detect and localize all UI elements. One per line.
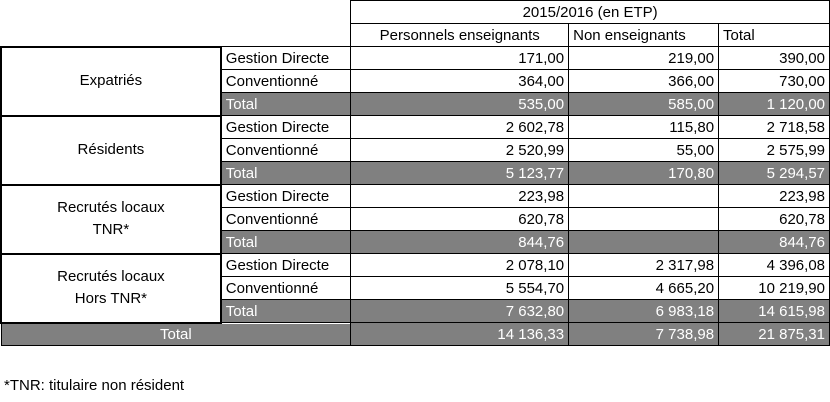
subtotal-label: Total <box>221 162 351 185</box>
cell-value: 219,00 <box>569 47 719 70</box>
cell-value: 55,00 <box>569 139 719 162</box>
subtotal-value: 844,76 <box>351 231 569 254</box>
cell-value <box>569 185 719 208</box>
cell-value: 364,00 <box>351 70 569 93</box>
subtotal-value: 6 983,18 <box>569 300 719 323</box>
subtotal-value: 7 632,80 <box>351 300 569 323</box>
cell-value: 390,00 <box>719 47 830 70</box>
empty-corner <box>1 1 351 24</box>
table-row <box>1 116 830 139</box>
grand-total-value: 21 875,31 <box>719 323 830 346</box>
subtotal-value: 585,00 <box>569 93 719 116</box>
category-residents: Résidents <box>1 116 221 185</box>
table-row <box>1 47 830 70</box>
subtotal-value: 1 120,00 <box>719 93 830 116</box>
subtotal-value: 5 294,57 <box>719 162 830 185</box>
subtotal-label: Total <box>221 93 351 116</box>
table-row <box>1 254 830 277</box>
grand-total-label: Total <box>1 323 351 346</box>
row-label: Gestion Directe <box>221 185 351 208</box>
grand-total-value: 7 738,98 <box>569 323 719 346</box>
row-label: Gestion Directe <box>221 254 351 277</box>
subtotal-value: 844,76 <box>719 231 830 254</box>
cell-value: 5 554,70 <box>351 277 569 300</box>
row-label: Gestion Directe <box>221 116 351 139</box>
footnote: *TNR: titulaire non résident <box>4 377 185 394</box>
subtotal-value: 14 615,98 <box>719 300 830 323</box>
category-recrutes-locaux-hors-tnr: Recrutés locaux Hors TNR* <box>1 254 221 323</box>
header-row-period <box>1 1 830 24</box>
category-expatries: Expatriés <box>1 47 221 116</box>
cell-value: 2 078,10 <box>351 254 569 277</box>
header-row-columns <box>1 24 830 47</box>
cell-value: 115,80 <box>569 116 719 139</box>
col-header-non-teachers: Non enseignants <box>569 24 719 47</box>
row-label: Conventionné <box>221 139 351 162</box>
subtotal-value: 5 123,77 <box>351 162 569 185</box>
subtotal-label: Total <box>221 300 351 323</box>
col-header-teachers: Personnels enseignants <box>351 24 569 47</box>
subtotal-label: Total <box>221 231 351 254</box>
cell-value: 2 602,78 <box>351 116 569 139</box>
grand-total-value: 14 136,33 <box>351 323 569 346</box>
row-label: Conventionné <box>221 70 351 93</box>
col-header-total: Total <box>719 24 830 47</box>
empty-corner <box>1 24 351 47</box>
cell-value: 4 665,20 <box>569 277 719 300</box>
subtotal-value <box>569 231 719 254</box>
cell-value: 620,78 <box>719 208 830 231</box>
row-label: Conventionné <box>221 208 351 231</box>
cell-value: 171,00 <box>351 47 569 70</box>
table-row <box>1 185 830 208</box>
cell-value: 10 219,90 <box>719 277 830 300</box>
subtotal-value: 535,00 <box>351 93 569 116</box>
cell-value: 2 575,99 <box>719 139 830 162</box>
period-header: 2015/2016 (en ETP) <box>351 1 830 24</box>
cell-value: 223,98 <box>351 185 569 208</box>
cell-value: 366,00 <box>569 70 719 93</box>
cell-value: 2 718,58 <box>719 116 830 139</box>
cell-value: 223,98 <box>719 185 830 208</box>
cell-value: 2 317,98 <box>569 254 719 277</box>
cell-value: 4 396,08 <box>719 254 830 277</box>
cell-value <box>569 208 719 231</box>
cell-value: 730,00 <box>719 70 830 93</box>
cell-value: 2 520,99 <box>351 139 569 162</box>
subtotal-value: 170,80 <box>569 162 719 185</box>
grand-total-row <box>1 323 830 346</box>
cell-value: 620,78 <box>351 208 569 231</box>
category-recrutes-locaux-tnr: Recrutés locaux TNR* <box>1 185 221 254</box>
row-label: Gestion Directe <box>221 47 351 70</box>
row-label: Conventionné <box>221 277 351 300</box>
